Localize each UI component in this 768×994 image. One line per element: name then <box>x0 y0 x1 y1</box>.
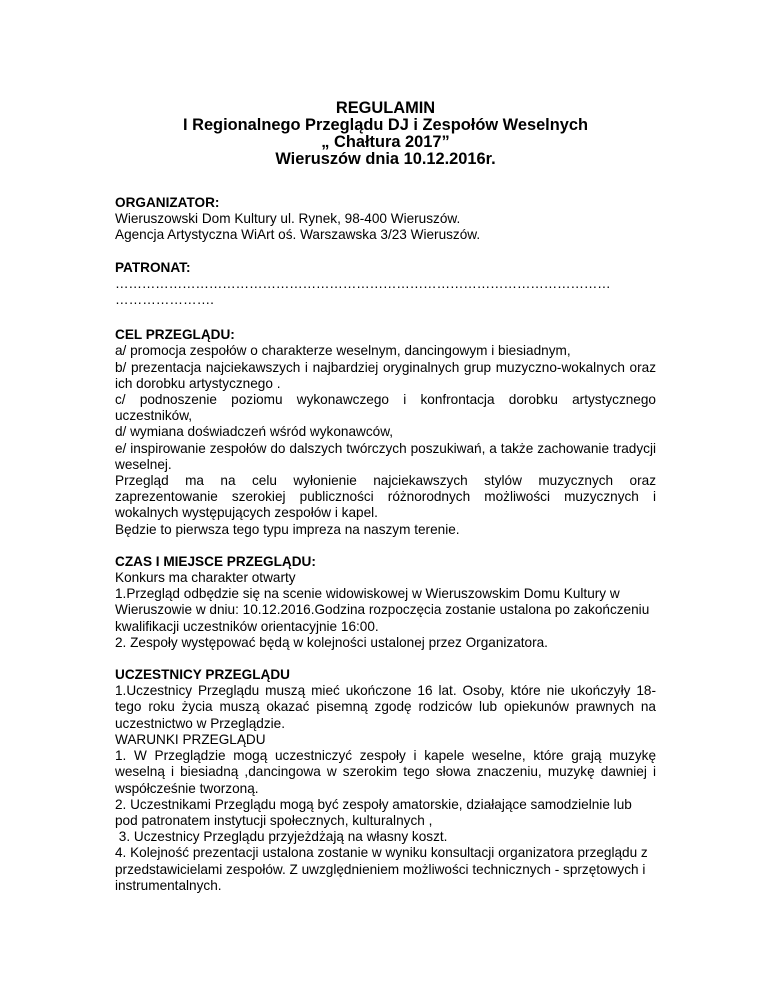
paragraph: b/ prezentacja najciekawszych i najbardziej oryginalnych grup muzyczno-wokalnych oraz ich dorobku artystycznego . <box>115 359 656 391</box>
paragraph: Konkurs ma charakter otwarty <box>115 570 296 586</box>
paragraph: 1. W Przeglądzie mogą uczestniczyć zespoły i kapele weselne, które grają muzykę weselną i biesiadną ,dancingowa w szerokim tego słowa znaczeniu, muzykę dawniej i współcześnie tworzoną. <box>115 748 656 796</box>
paragraph: Będzie to pierwsza tego typu impreza na naszym terenie. <box>115 521 460 537</box>
section-uczestnicy <box>115 667 656 894</box>
paragraph: 2. Zespoły występować będą w kolejności ustalonej przez Organizatora. <box>115 634 548 650</box>
paragraph: 3. Uczestnicy Przeglądu przyjeżdżają na własny koszt. <box>115 829 448 845</box>
paragraph: e/ inspirowanie zespołów do dalszych twórczych poszukiwań, a także zachowanie tradycji weselnej. <box>115 440 656 472</box>
paragraph: 1.Uczestnicy Przeglądu muszą mieć ukończone 16 lat. Osoby, które nie ukończyły 18-tego roku życia muszą okazać pisemną zgodę rodziców lub opiekunów prawnych na uczestnictwo w Przeglądzie. <box>115 683 656 731</box>
paragraph: c/ podnoszenie poziomu wykonawczego i konfrontacja dorobku artystycznego uczestników, <box>115 392 656 424</box>
paragraph: d/ wymiana doświadczeń wśród wykonawców, <box>115 424 394 440</box>
section-czas <box>115 554 656 651</box>
section-heading: CEL PRZEGLĄDU: <box>115 327 235 343</box>
title-line-event: I Regionalnego Przeglądu DJ i Zespołów Weselnych <box>183 116 588 134</box>
section-cel <box>115 327 656 538</box>
title-line-date: Wieruszów dnia 10.12.2016r. <box>275 150 496 168</box>
section-organizator <box>115 195 656 244</box>
paragraph: Agencja Artystyczna WiArt oś. Warszawska 3/23 Wieruszów. <box>115 227 481 243</box>
paragraph: 2. Uczestnikami Przeglądu mogą być zespoły amatorskie, działające samodzielnie lub pod patronatem instytucji społecznych, kulturalnych , <box>115 796 632 828</box>
paragraph: Przegląd ma na celu wyłonienie najciekawszych stylów muzycznych oraz zaprezentowanie szerokiej publiczności różnorodnych możliwości muzycznych i wokalnych występujących zespołów i kapel. <box>115 473 656 521</box>
section-heading: ORGANIZATOR: <box>115 195 220 210</box>
section-heading: CZAS I MIEJSCE PRZEGLĄDU: <box>115 553 316 569</box>
paragraph: 4. Kolejność prezentacji ustalona zostanie w wyniku konsultacji organizatora przeglądu z przedstawicielami zespołów. Z uwzględnieniem możliwości technicznych - sprzętowych i instrumentalnych. <box>115 845 648 893</box>
dotted-placeholder-line: ………………………………………………………………………………………………… <box>115 275 611 291</box>
paragraph: 1.Przegląd odbędzie się na scenie widowiskowej w Wieruszowskim Domu Kultury w Wieruszowie w dniu: 10.12.2016.Godzina rozpoczęcia zostanie ustalona po zakończeniu kwalifikacji uczestników orientacyjnie 16:00. <box>115 586 650 634</box>
section-patronat <box>115 260 656 309</box>
paragraph: Wieruszowski Dom Kultury ul. Rynek, 98-400 Wieruszów. <box>115 211 461 227</box>
section-heading: PATRONAT: <box>115 259 191 275</box>
dotted-placeholder-line: …………………. <box>115 292 214 308</box>
title-line-name: „ Chałtura 2017” <box>321 133 450 151</box>
subheading-warunki: WARUNKI PRZEGLĄDU <box>115 731 266 747</box>
paragraph: a/ promocja zespołów o charakterze weselnym, dancingowym i biesiadnym, <box>115 343 571 359</box>
section-heading: UCZESTNICY PRZEGLĄDU <box>115 667 290 683</box>
title-line-regulamin: REGULAMIN <box>335 99 436 117</box>
document-title <box>115 100 656 168</box>
